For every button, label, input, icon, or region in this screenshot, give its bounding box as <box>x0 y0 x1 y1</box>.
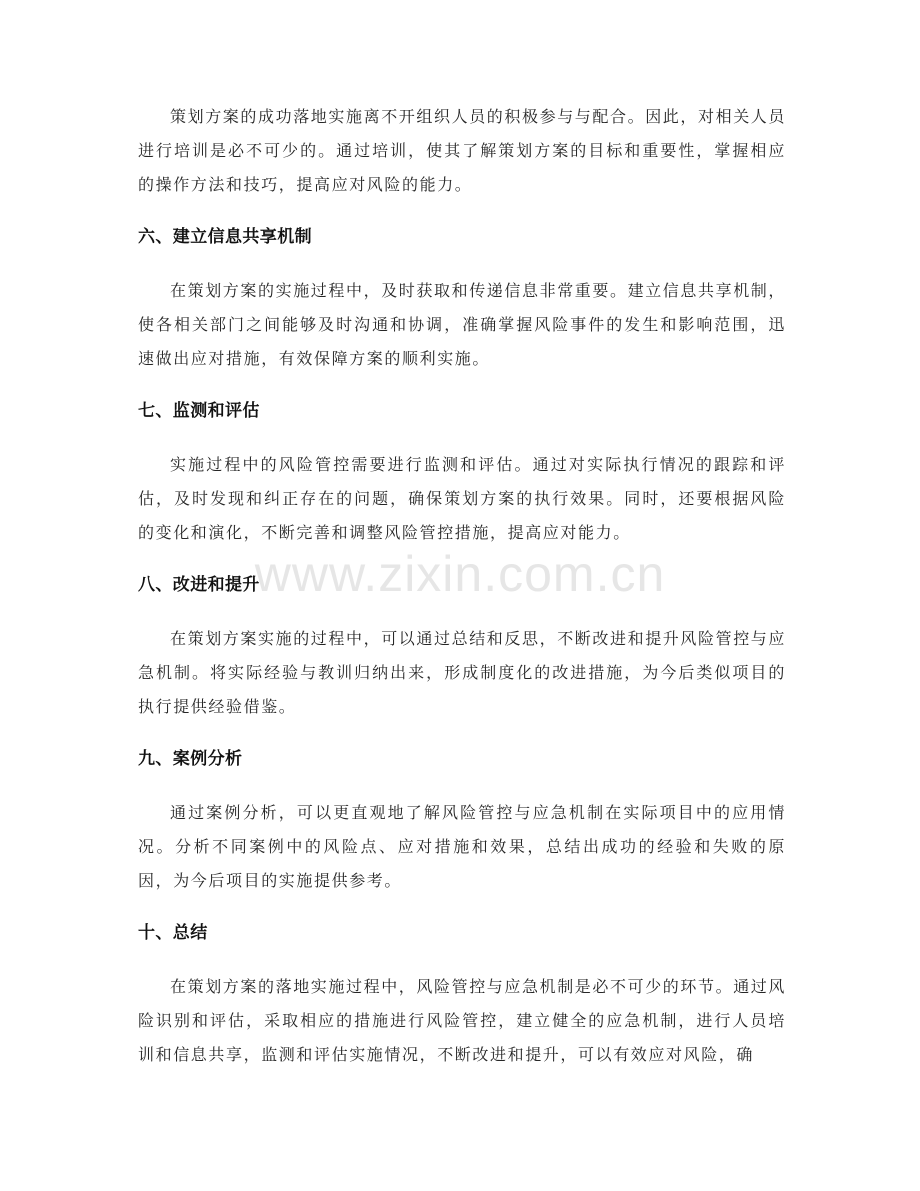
paragraph-monitoring: 实施过程中的风险管控需要进行监测和评估。通过对实际执行情况的跟踪和评估，及时发现和纠正存在的问题，确保策划方案的执行效果。同时，还要根据风险的变化和演化，不断完善和调整风险管控措施，提高应对能力。 <box>138 455 786 542</box>
document-body <box>138 100 786 1072</box>
paragraph-summary: 在策划方案的落地实施过程中，风险管控与应急机制是必不可少的环节。通过风险识别和评估，采取相应的措施进行风险管控，建立健全的应急机制，进行人员培训和信息共享，监测和评估实施情况，不断改进和提升，可以有效应对风险，确 <box>138 977 787 1064</box>
paragraph-info-sharing: 在策划方案的实施过程中，及时获取和传递信息非常重要。建立信息共享机制，使各相关部门之间能够及时沟通和协调，准确掌握风险事件的发生和影响范围，迅速做出应对措施，有效保障方案的顺利实施。 <box>138 281 787 368</box>
paragraph-improvement: 在策划方案实施的过程中，可以通过总结和反思，不断改进和提升风险管控与应急机制。将实际经验与教训归纳出来，形成制度化的改进措施，为今后类似项目的执行提供经验借鉴。 <box>138 629 787 716</box>
paragraph-training: 策划方案的成功落地实施离不开组织人员的积极参与与配合。因此，对相关人员进行培训是必不可少的。通过培训，使其了解策划方案的目标和重要性，掌握相应的操作方法和技巧，提高应对风险的能力。 <box>138 107 787 194</box>
paragraph-case-analysis: 通过案例分析，可以更直观地了解风险管控与应急机制在实际项目中的应用情况。分析不同案例中的风险点、应对措施和效果，总结出成功的经验和失败的原因，为今后项目的实施提供参考。 <box>138 803 786 890</box>
section-heading-7: 七、监测和评估 <box>138 401 260 421</box>
section-heading-10: 十、总结 <box>138 923 208 943</box>
section-heading-8: 八、改进和提升 <box>138 575 260 595</box>
watermark-text: www.zixin.com.cn <box>254 546 666 602</box>
section-heading-9: 九、案例分析 <box>138 749 243 769</box>
section-heading-6: 六、建立信息共享机制 <box>138 227 312 247</box>
